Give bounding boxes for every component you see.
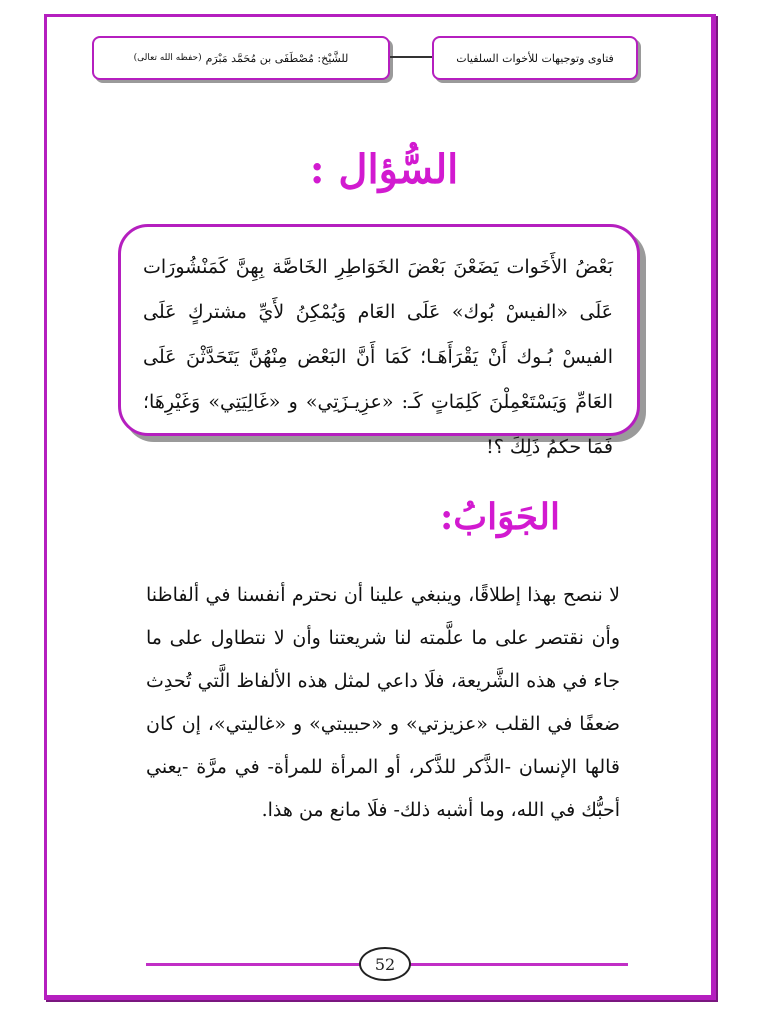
author-name: للشَّيْخ: مُصْطَفَى بن مُحَمَّد مَبْرَم [205, 51, 349, 65]
page-number: 52 [359, 947, 411, 981]
author-header-box [92, 36, 390, 80]
author-honorific: (حفظه الله تعالى) [133, 53, 202, 63]
footer-line-left [146, 963, 360, 966]
answer-text: لا ننصح بهذا إطلاقًا، وينبغي علينا أن نحترم أنفسنا في ألفاظنا وأن نقتصر على ما علَّمته لنا شريعتنا وأن لا نتطاول على ما جاء في هذه الشَّريعة، فلَا داعي لمثل هذه الألفاظ الَّتي تُحدِث ضعفًا في القلب «عزيزتي» و «حبيبتي» و «غاليتي»، إن كان قالها الإنسان -الذَّكر للذَّكر، أو المرأة للمرأة- في مرَّة -يعني أحبُّك في الله، وما أشبه ذلك- فلَا مانع من هذا. [146, 584, 620, 821]
question-box [118, 224, 640, 458]
header-connector-line [390, 56, 432, 58]
answer-heading: الجَوَابُ: [440, 496, 560, 538]
book-title: فتاوى وتوجيهات للأخوات السلفيات [456, 51, 614, 65]
footer-line-right [410, 963, 628, 966]
question-text: بَعْضُ الأَخَوات يَضَعْنَ بَعْضَ الخَوَاطِرِ الخَاصَّة بِهِنَّ كَمَنْشُورَات عَلَى «الفيسْ بُوك» عَلَى العَام وَيُمْكِنُ لأَيِّ مشتركٍ عَلَى الفيسْ بُـوك أَنْ يَقْرَأَهَـا؛ كَمَا أَنَّ البَعْض مِنْهُنَّ يَتَحَدَّثْنَ عَلَى العَامِّ وَيَسْتَعْمِلْنَ كَلِمَاتٍ كَـ: «عزِيـزَتِي» و «غَالِيَتِي» وَغَيْرِهَا؛ فَمَا حكمُ ذَلِكَ ؟! [143, 256, 613, 458]
book-title-header-box [432, 36, 638, 80]
question-heading: السُّؤال : [309, 146, 459, 193]
